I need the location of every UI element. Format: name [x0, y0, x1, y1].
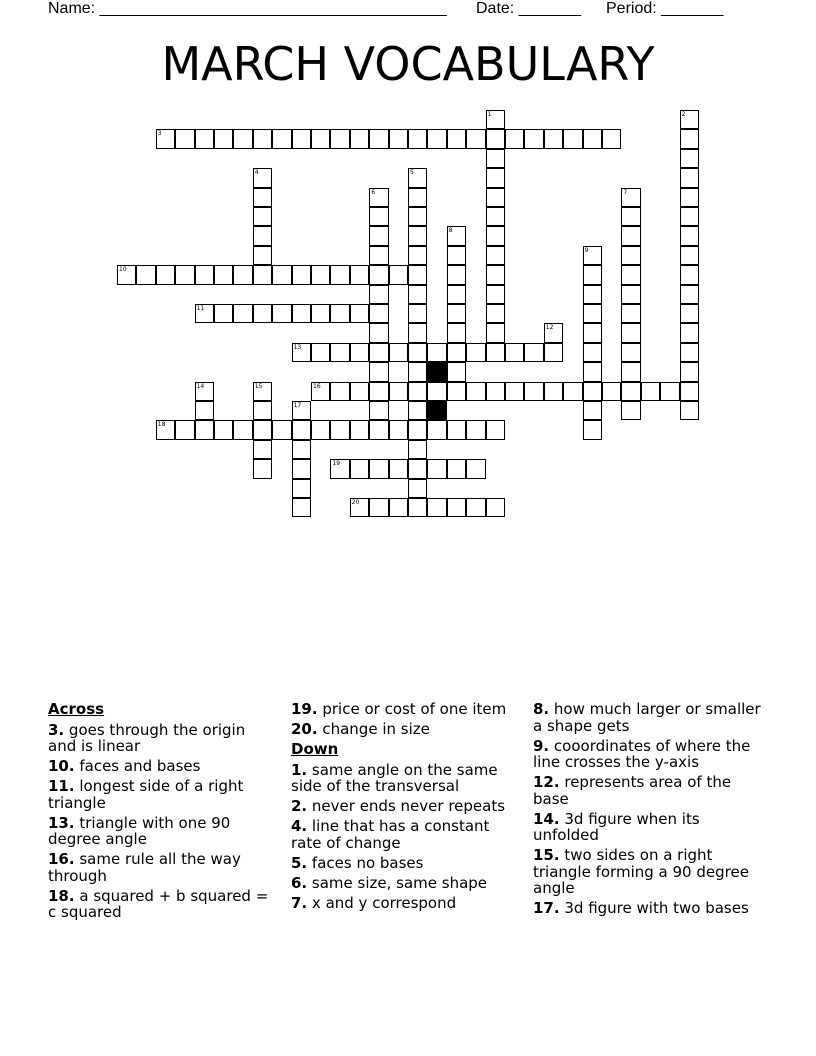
crossword-cell[interactable] — [447, 459, 466, 478]
clue-number-7: 7 — [623, 188, 628, 196]
crossword-cell[interactable] — [505, 382, 524, 401]
down-clue-9: 9. cooordinates of where the line crosses the y-axis — [533, 736, 751, 771]
crossword-cell[interactable] — [427, 498, 446, 517]
down-clue-8: 8. how much larger or smaller a shape gets — [533, 700, 761, 735]
crossword-cell[interactable] — [621, 226, 640, 245]
crossword-cell[interactable] — [311, 343, 330, 362]
crossword-cell[interactable] — [447, 246, 466, 265]
crossword-cell[interactable] — [350, 459, 369, 478]
down-heading: Down — [291, 740, 339, 758]
across-clue-3: 3. goes through the origin and is linear — [48, 720, 246, 755]
crossword-cell[interactable] — [214, 265, 233, 284]
crossword-cell[interactable] — [680, 188, 699, 207]
clue-number-4: 4 — [254, 169, 259, 177]
crossword-cell[interactable] — [369, 304, 388, 323]
crossword-cell[interactable] — [680, 362, 699, 381]
crossword-cell[interactable] — [583, 343, 602, 362]
crossword-cell[interactable] — [524, 382, 543, 401]
crossword-cell[interactable] — [311, 129, 330, 148]
crossword-cell[interactable] — [427, 459, 446, 478]
crossword-cell[interactable] — [389, 343, 408, 362]
crossword-cell[interactable] — [214, 129, 233, 148]
page-title: MARCH VOCABULARY — [161, 37, 655, 91]
crossword-cell[interactable] — [408, 265, 427, 284]
crossword-cell[interactable] — [253, 459, 272, 478]
clue-number-1: 1 — [487, 111, 492, 118]
crossword-cell[interactable] — [389, 420, 408, 439]
crossword-cell[interactable] — [369, 401, 388, 420]
across-clue-18: 18. a squared + b squared = c squared — [48, 886, 269, 921]
crossword-cell[interactable] — [680, 401, 699, 420]
clue-number-5: 5 — [410, 169, 414, 177]
clue-number-8: 8 — [448, 227, 453, 235]
crossword-cell[interactable] — [486, 246, 505, 265]
crossword-cell[interactable] — [447, 129, 466, 148]
crossword-cell[interactable] — [408, 382, 427, 401]
crossword-cell[interactable] — [214, 420, 233, 439]
crossword-cell[interactable] — [408, 207, 427, 226]
crossword-cell[interactable] — [175, 129, 194, 148]
crossword-cell[interactable] — [408, 459, 427, 478]
crossword-cell[interactable] — [350, 420, 369, 439]
crossword-cell[interactable] — [156, 265, 175, 284]
clue-number-6: 6 — [371, 188, 376, 196]
crossword-cell[interactable] — [583, 420, 602, 439]
crossword-cell[interactable] — [233, 129, 252, 148]
crossword-cell[interactable] — [253, 304, 272, 323]
crossword-cell[interactable] — [408, 285, 427, 304]
crossword-cell[interactable] — [447, 304, 466, 323]
down-clue-6: 6. same size, same shape — [291, 873, 488, 892]
crossword-cell[interactable] — [602, 129, 621, 148]
crossword-cell[interactable] — [253, 265, 272, 284]
crossword-cell[interactable] — [272, 304, 291, 323]
crossword-cell[interactable] — [466, 382, 485, 401]
date-field[interactable]: Date: _______ — [476, 0, 581, 17]
crossword-cell[interactable] — [195, 401, 214, 420]
crossword-cell[interactable] — [195, 129, 214, 148]
crossword-cell[interactable] — [563, 129, 582, 148]
crossword-cell[interactable] — [505, 343, 524, 362]
crossword-cell[interactable] — [408, 420, 427, 439]
crossword-cell[interactable] — [369, 343, 388, 362]
crossword-cell[interactable] — [195, 265, 214, 284]
crossword-cell[interactable] — [544, 129, 563, 148]
crossword-cell[interactable] — [389, 382, 408, 401]
crossword-cell[interactable] — [389, 498, 408, 517]
crossword-cell[interactable] — [330, 304, 349, 323]
crossword-cell[interactable] — [621, 285, 640, 304]
across-clue-10: 10. faces and bases — [48, 757, 201, 775]
crossword-cell[interactable] — [272, 265, 291, 284]
crossword-cell[interactable] — [680, 382, 699, 401]
crossword-cell[interactable] — [408, 323, 427, 342]
crossword-cell[interactable] — [408, 246, 427, 265]
down-clue-1: 1. same angle on the same side of the transversal — [291, 760, 498, 795]
crossword-cell[interactable] — [583, 265, 602, 284]
clues-column-3 — [533, 701, 761, 920]
clue-number-14: 14 — [196, 382, 205, 390]
crossword-cell[interactable] — [408, 362, 427, 381]
crossword-cell[interactable] — [544, 382, 563, 401]
crossword-cell[interactable] — [447, 265, 466, 284]
crossword-cell[interactable] — [253, 129, 272, 148]
crossword-cell[interactable] — [408, 440, 427, 459]
clue-number-18: 18 — [157, 421, 166, 429]
crossword-cell[interactable] — [175, 265, 194, 284]
crossword-cell[interactable] — [621, 265, 640, 284]
clue-number-2: 2 — [681, 111, 686, 118]
crossword-cell[interactable] — [389, 265, 408, 284]
crossword-cell[interactable] — [466, 498, 485, 517]
down-clue-2: 2. never ends never repeats — [291, 797, 506, 815]
crossword-cell[interactable] — [330, 420, 349, 439]
crossword-cell[interactable] — [233, 304, 252, 323]
crossword-cell[interactable] — [486, 265, 505, 284]
crossword-cell[interactable] — [486, 382, 505, 401]
crossword-cell[interactable] — [563, 382, 582, 401]
crossword-cell[interactable] — [621, 401, 640, 420]
clues-column-1 — [48, 701, 276, 924]
crossword-cell[interactable] — [583, 285, 602, 304]
crossword-cell[interactable] — [524, 343, 543, 362]
crossword-cell[interactable] — [447, 285, 466, 304]
crossword-cell[interactable] — [330, 343, 349, 362]
across-clue-11: 11. longest side of a right triangle — [48, 777, 244, 812]
clue-number-9: 9 — [584, 246, 589, 254]
crossword-cell[interactable] — [311, 304, 330, 323]
crossword-cell[interactable] — [680, 323, 699, 342]
crossword-cell[interactable] — [447, 420, 466, 439]
crossword-cell[interactable] — [292, 420, 311, 439]
crossword-cell[interactable] — [350, 265, 369, 284]
crossword-cell[interactable] — [602, 382, 621, 401]
crossword-cell[interactable] — [583, 304, 602, 323]
crossword-cell[interactable] — [447, 343, 466, 362]
down-clue-4: 4. line that has a constant rate of change — [291, 817, 490, 852]
crossword-cell[interactable] — [292, 265, 311, 284]
clue-number-17: 17 — [293, 402, 302, 409]
across-heading: Across — [48, 700, 105, 718]
crossword-cell[interactable] — [408, 498, 427, 517]
crossword-cell[interactable] — [466, 129, 485, 148]
crossword-cell[interactable] — [486, 226, 505, 245]
crossword-cell[interactable] — [486, 168, 505, 187]
crossword-cell[interactable] — [369, 382, 388, 401]
crossword-cell[interactable] — [389, 129, 408, 148]
crossword-cell[interactable] — [292, 304, 311, 323]
crossword-cell[interactable] — [408, 401, 427, 420]
crossword-cell[interactable] — [466, 343, 485, 362]
crossword-cell[interactable] — [583, 362, 602, 381]
crossword-cell[interactable] — [680, 285, 699, 304]
crossword-cell[interactable] — [583, 323, 602, 342]
crossword-cell[interactable] — [427, 382, 446, 401]
crossword-cell[interactable] — [621, 323, 640, 342]
down-clue-17: 17. 3d figure with two bases — [533, 899, 749, 917]
period-field[interactable]: Period: _______ — [606, 0, 724, 17]
across-clue-20: 20. change in size — [291, 720, 430, 738]
crossword-cell[interactable] — [369, 459, 388, 478]
crossword-cell[interactable] — [486, 343, 505, 362]
clue-number-20: 20 — [351, 499, 360, 506]
crossword-cell[interactable] — [486, 149, 505, 168]
crossword-cell[interactable] — [505, 129, 524, 148]
crossword-cell[interactable] — [292, 129, 311, 148]
crossword-cell[interactable] — [680, 129, 699, 148]
down-clue-5: 5. faces no bases — [291, 853, 424, 872]
crossword-cell[interactable] — [253, 401, 272, 420]
crossword-cell[interactable] — [253, 420, 272, 439]
crossword-cell[interactable] — [408, 188, 427, 207]
crossword-cell[interactable] — [583, 382, 602, 401]
crossword-cell[interactable] — [680, 226, 699, 245]
crossword-cell[interactable] — [621, 362, 640, 381]
crossword-cell[interactable] — [369, 246, 388, 265]
crossword-cell[interactable] — [447, 362, 466, 381]
crossword-cell[interactable] — [486, 323, 505, 342]
crossword-cell[interactable] — [330, 265, 349, 284]
clue-number-12: 12 — [545, 324, 554, 332]
crossword-cell[interactable] — [330, 129, 349, 148]
clue-number-13: 13 — [293, 343, 302, 351]
crossword-cell[interactable] — [292, 440, 311, 459]
crossword-cell[interactable] — [350, 129, 369, 148]
crossword-cell[interactable] — [136, 265, 155, 284]
crossword-cell[interactable] — [583, 129, 602, 148]
crossword-cell[interactable] — [408, 343, 427, 362]
crossword-cell[interactable] — [350, 304, 369, 323]
crossword-cell[interactable] — [641, 382, 660, 401]
crossword-cell[interactable] — [408, 226, 427, 245]
crossword-cell[interactable] — [350, 343, 369, 362]
crossword-cell[interactable] — [369, 420, 388, 439]
crossword-cell[interactable] — [466, 459, 485, 478]
crossword-cell[interactable] — [447, 498, 466, 517]
crossword-cell[interactable] — [233, 265, 252, 284]
crossword-cell[interactable] — [621, 343, 640, 362]
crossword-cell[interactable] — [408, 304, 427, 323]
crossword-cell[interactable] — [447, 382, 466, 401]
crossword-cell[interactable] — [680, 149, 699, 168]
crossword-cell[interactable] — [427, 420, 446, 439]
crossword-cell[interactable] — [233, 420, 252, 439]
crossword-cell[interactable] — [253, 207, 272, 226]
crossword-cell[interactable] — [524, 129, 543, 148]
crossword-cell[interactable] — [369, 265, 388, 284]
crossword-cell[interactable] — [680, 246, 699, 265]
clue-number-15: 15 — [254, 382, 263, 390]
crossword-cell[interactable] — [175, 420, 194, 439]
crossword-cell[interactable] — [486, 285, 505, 304]
crossword-cell[interactable] — [486, 129, 505, 148]
crossword-cell[interactable] — [408, 479, 427, 498]
crossword-cell[interactable] — [680, 168, 699, 187]
crossword-cell[interactable] — [621, 382, 640, 401]
crossword-cell[interactable] — [272, 129, 291, 148]
down-clue-14: 14. 3d figure when its unfolded — [533, 809, 700, 844]
crossword-cell[interactable] — [253, 440, 272, 459]
crossword-cell[interactable] — [292, 459, 311, 478]
crossword-cell[interactable] — [369, 207, 388, 226]
crossword-cell[interactable] — [680, 343, 699, 362]
crossword-cell[interactable] — [680, 304, 699, 323]
crossword-cell[interactable] — [369, 285, 388, 304]
crossword-cell[interactable] — [214, 304, 233, 323]
crossword-cell[interactable] — [408, 129, 427, 148]
crossword-cell[interactable] — [272, 420, 291, 439]
crossword-cell[interactable] — [311, 265, 330, 284]
crossword-cell[interactable] — [486, 498, 505, 517]
across-clue-19: 19. price or cost of one item — [291, 700, 507, 718]
crossword-cell[interactable] — [292, 498, 311, 517]
crossword-cell[interactable] — [330, 382, 349, 401]
crossword-cell[interactable] — [350, 382, 369, 401]
crossword-cell[interactable] — [253, 226, 272, 245]
crossword-cell[interactable] — [544, 343, 563, 362]
clues-column-2 — [291, 701, 519, 915]
clue-number-3: 3 — [157, 130, 162, 138]
crossword-cell[interactable] — [621, 304, 640, 323]
crossword-cell[interactable] — [447, 323, 466, 342]
crossword-cell[interactable] — [369, 129, 388, 148]
crossword-cell[interactable] — [389, 459, 408, 478]
crossword-cell[interactable] — [253, 188, 272, 207]
across-clue-16: 16. same rule all the way through — [48, 850, 241, 885]
across-clue-13: 13. triangle with one 90 degree angle — [48, 813, 231, 848]
crossword-cell[interactable] — [369, 362, 388, 381]
crossword-cell[interactable] — [369, 226, 388, 245]
crossword-cell[interactable] — [486, 207, 505, 226]
name-field[interactable]: Name: _______________________________________ — [48, 0, 447, 17]
crossword-cell[interactable] — [583, 401, 602, 420]
blocked-cell — [427, 362, 446, 381]
crossword-cell[interactable] — [311, 420, 330, 439]
crossword-cell[interactable] — [680, 207, 699, 226]
clue-number-11: 11 — [196, 305, 205, 312]
down-clue-12: 12. represents area of the base — [533, 773, 732, 808]
crossword-cell[interactable] — [621, 246, 640, 265]
crossword-cell[interactable] — [486, 304, 505, 323]
clue-number-16: 16 — [313, 382, 321, 390]
down-clue-7: 7. x and y correspond — [291, 893, 457, 912]
crossword-cell[interactable] — [195, 420, 214, 439]
crossword-cell[interactable] — [466, 420, 485, 439]
down-clue-15: 15. two sides on a right triangle forming a 90 degree angle — [533, 846, 749, 897]
crossword-cell[interactable] — [369, 323, 388, 342]
crossword-cell[interactable] — [427, 129, 446, 148]
clue-number-10: 10 — [119, 266, 127, 274]
crossword-cell[interactable] — [621, 207, 640, 226]
clue-number-19: 19 — [332, 460, 341, 468]
crossword-cell[interactable] — [486, 188, 505, 207]
blocked-cell — [427, 401, 446, 420]
crossword-cell[interactable] — [292, 479, 311, 498]
crossword-cell[interactable] — [486, 420, 505, 439]
crossword-cell[interactable] — [680, 265, 699, 284]
crossword-cell[interactable] — [660, 382, 679, 401]
crossword-cell[interactable] — [427, 343, 446, 362]
crossword-cell[interactable] — [253, 246, 272, 265]
crossword-cell[interactable] — [369, 498, 388, 517]
